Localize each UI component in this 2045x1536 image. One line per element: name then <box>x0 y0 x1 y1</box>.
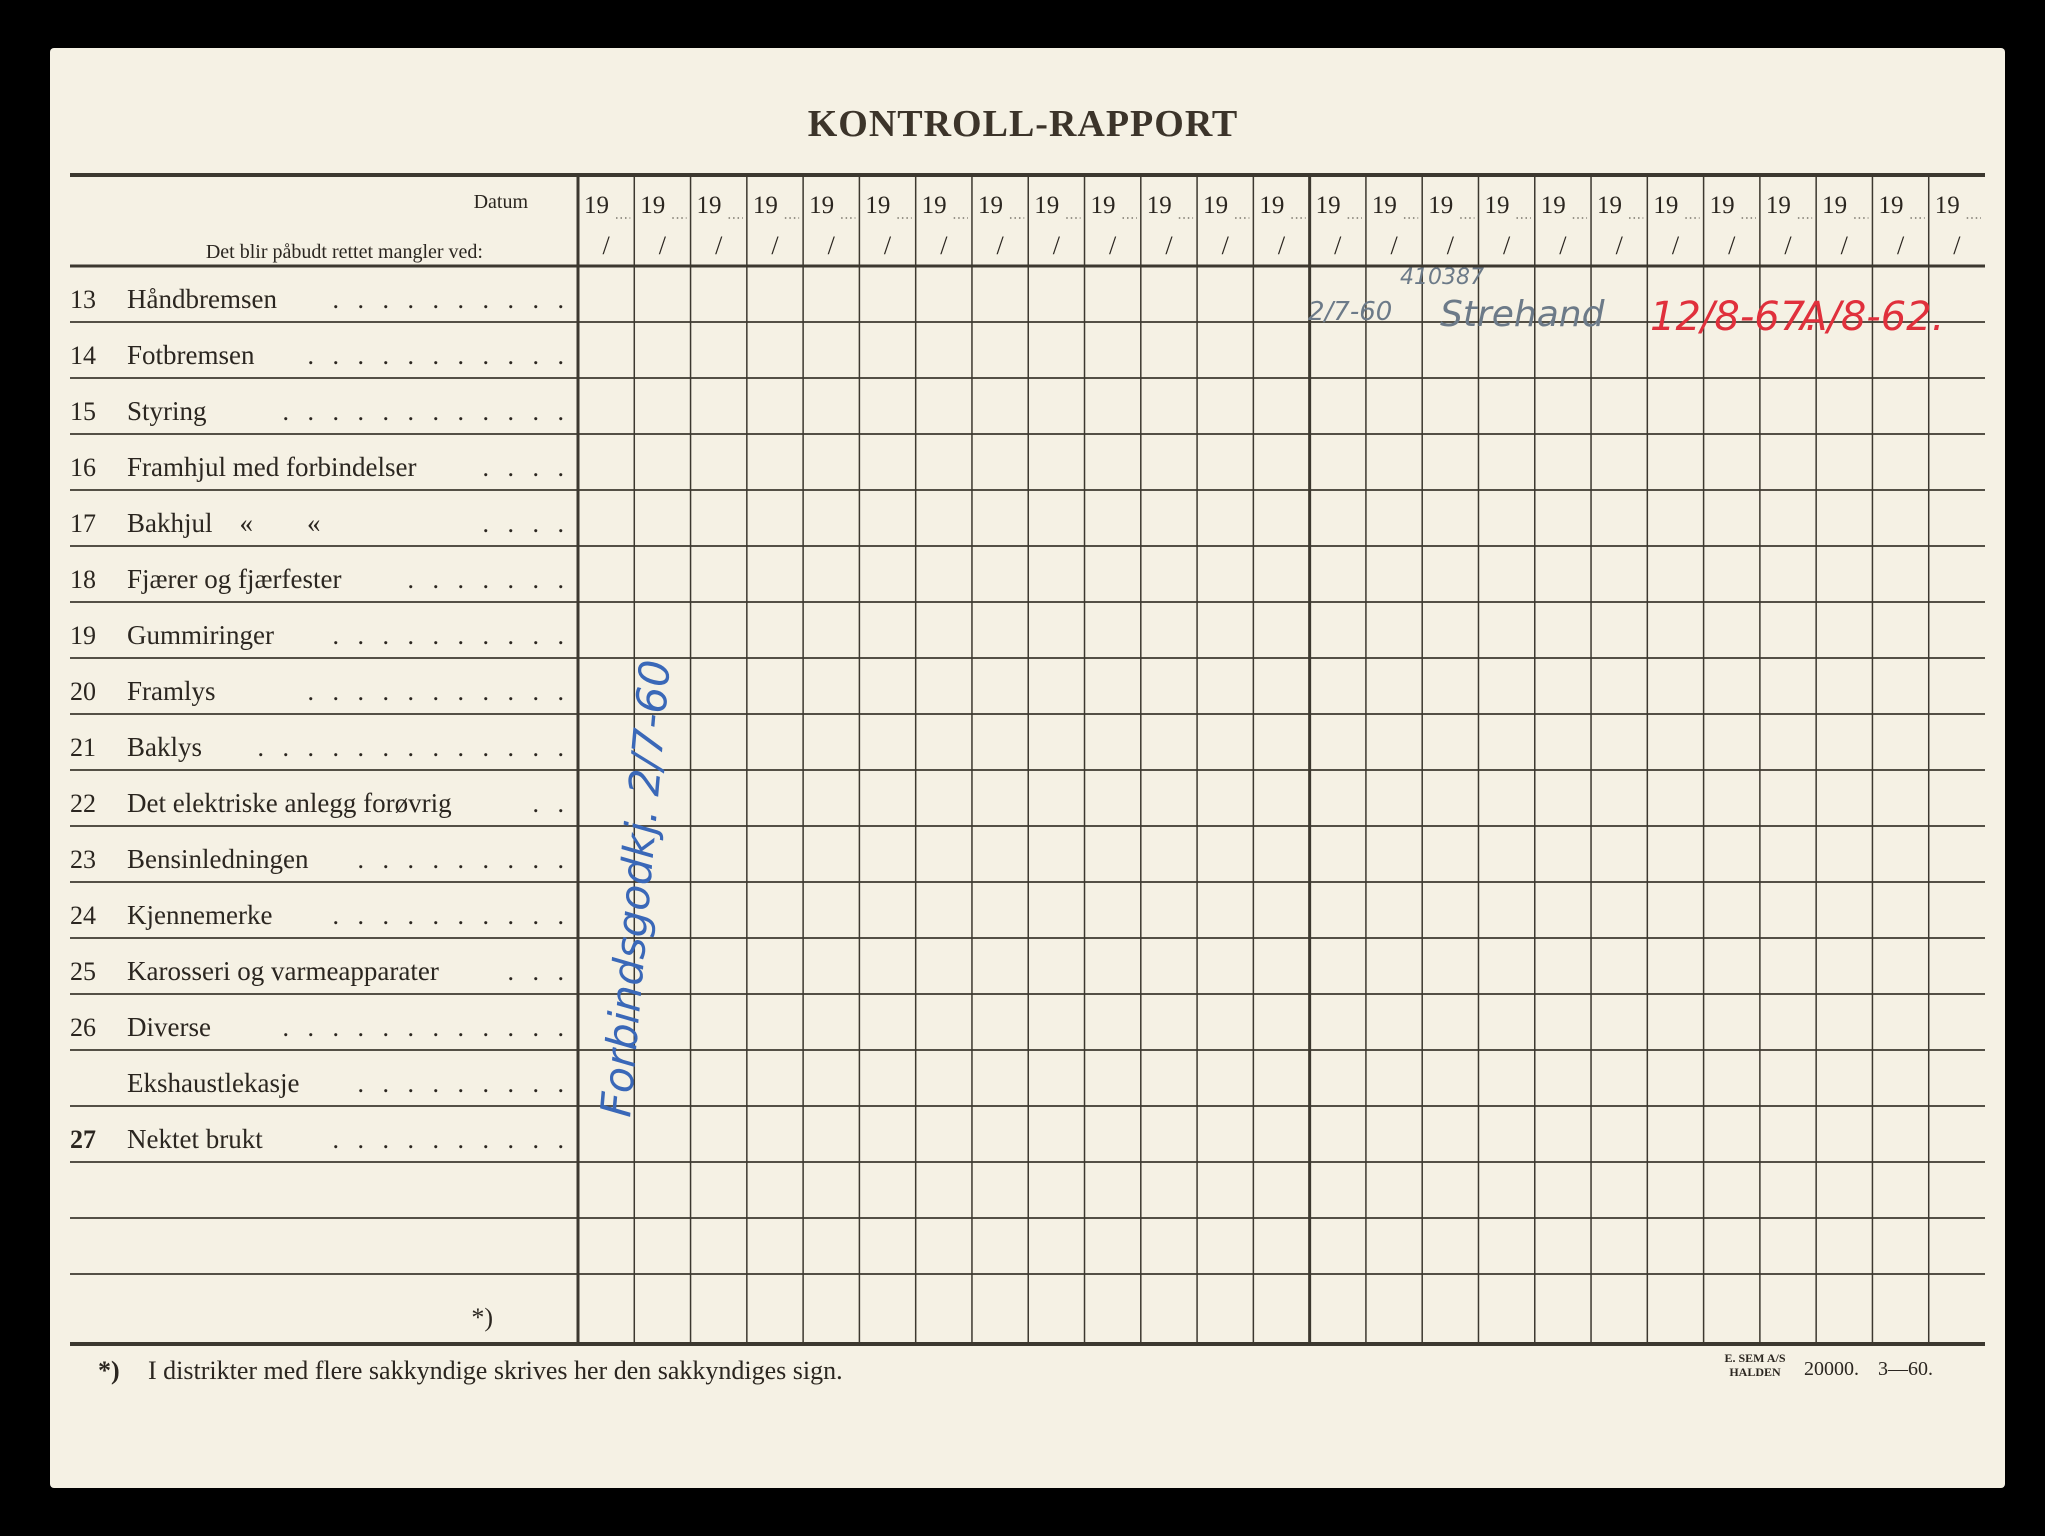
row-number: 13 <box>70 285 96 314</box>
row-number: 26 <box>70 1013 96 1042</box>
row-label: Framlys <box>127 676 216 706</box>
row-leader-dots: . . . . . . . . . . . . <box>282 397 570 426</box>
datum-label: Datum <box>473 191 528 213</box>
header-date-separator: / <box>827 231 835 260</box>
row-label: Fjærer og fjærfester <box>127 564 342 594</box>
header-date-separator: / <box>1334 231 1342 260</box>
header-year-prefix: 19 <box>1259 192 1285 219</box>
header-date-separator: / <box>1390 231 1398 260</box>
header-date-separator: / <box>1953 231 1961 260</box>
row-number: 19 <box>70 621 96 650</box>
header-date-separator: / <box>1109 231 1117 260</box>
header-date-separator: / <box>1671 231 1680 260</box>
row-leader-dots: . . <box>532 789 570 818</box>
row-label: Bensinledningen <box>127 844 309 874</box>
header-date-separator: / <box>771 231 779 260</box>
row-leader-dots: . . . . . . . . . <box>357 1069 570 1098</box>
header-date-separator: / <box>658 231 667 260</box>
header-date-separator: / <box>602 231 610 260</box>
handwritten-signature: Strehand <box>1440 294 1605 335</box>
header-year-prefix: 19 <box>1371 192 1397 219</box>
row-number: 23 <box>70 845 96 874</box>
row-label: Ekshaustlekasje <box>127 1068 300 1098</box>
header-date-separator: / <box>1165 231 1173 260</box>
row-number: 22 <box>70 789 96 818</box>
header-year-prefix: 19 <box>1315 192 1341 219</box>
row-leader-dots: . . . . . . . . . . . <box>307 341 570 370</box>
row-label: Gummiringer <box>127 620 274 650</box>
header-subtitle: Det blir påbudt rettet mangler ved: <box>205 241 483 263</box>
header-year-prefix: 19 <box>1484 192 1510 219</box>
header-year-prefix: 19 <box>977 192 1003 219</box>
printer-town: HALDEN <box>1729 1365 1781 1379</box>
header-year-prefix: 19 <box>921 192 947 219</box>
row-label: Nektet brukt <box>127 1124 263 1154</box>
header-year-prefix: 19 <box>1822 192 1848 219</box>
header-year-prefix: 19 <box>1653 192 1679 219</box>
row-label: Styring <box>127 396 207 426</box>
row-number: 18 <box>70 565 96 594</box>
header-date-separator: / <box>715 231 723 260</box>
header-date-separator: / <box>1896 231 1905 260</box>
row-label: Håndbremsen <box>127 284 277 314</box>
row-leader-dots: . . . . . . . . . . <box>332 285 570 314</box>
row-label: Baklys <box>127 732 203 762</box>
kontroll-rapport-form <box>50 48 2005 1488</box>
header-year-prefix: 19 <box>640 192 666 219</box>
header-year-prefix: 19 <box>1146 192 1172 219</box>
row-leader-dots: . . . . . . . . . . . <box>307 677 570 706</box>
header-year-prefix: 19 <box>1765 192 1791 219</box>
row-number: 24 <box>70 901 96 930</box>
header-date-separator: / <box>883 231 892 260</box>
row-leader-dots: . . . . . . . . . . . . . <box>257 733 570 762</box>
row-label: Karosseri og varmeapparater <box>127 956 439 986</box>
header-year-prefix: 19 <box>1428 192 1454 219</box>
header-year-prefix: 19 <box>584 192 609 219</box>
header-date-separator: / <box>940 231 948 260</box>
row-leader-dots: . . . . . . . <box>407 565 570 594</box>
row-number: 27 <box>70 1125 96 1154</box>
header-date-separator: / <box>1840 231 1848 260</box>
row-number: 25 <box>70 957 96 986</box>
header-year-prefix: 19 <box>1934 192 1960 219</box>
printer-name: E. SEM A/S <box>1724 1351 1786 1365</box>
row-number: 14 <box>70 341 96 370</box>
row-number: 16 <box>70 453 96 482</box>
header-date-separator: / <box>1052 231 1060 260</box>
row-number: 21 <box>70 733 96 762</box>
row-leader-dots: . . . <box>507 957 570 986</box>
row-leader-dots: . . . . . . . . . . <box>332 901 570 930</box>
header-year-prefix: 19 <box>752 192 778 219</box>
header-year-prefix: 19 <box>809 192 835 219</box>
header-year-prefix: 19 <box>1597 192 1623 219</box>
item-list <box>70 284 570 1154</box>
vertical-handwritten-note: Forbindsgodkj. 2/7-60 <box>591 657 680 1119</box>
row-leader-dots: . . . . <box>482 453 570 482</box>
row-label: Fotbremsen <box>127 340 255 370</box>
row-leader-dots: . . . . <box>482 509 570 538</box>
header-date-separator: / <box>1728 231 1736 260</box>
print-run: 20000. <box>1804 1358 1859 1380</box>
header-date-separator: / <box>1503 231 1511 260</box>
header-date-separator: / <box>1277 231 1286 260</box>
footnote-marker: *) <box>98 1356 120 1385</box>
header-year-prefix: 19 <box>1034 192 1060 219</box>
header-date-separator: / <box>1784 231 1792 260</box>
row-label: Det elektriske anlegg forøvrig <box>127 788 452 818</box>
row-leader-dots: . . . . . . . . . . <box>332 621 570 650</box>
print-date: 3—60. <box>1878 1358 1933 1380</box>
header-date-separator: / <box>1615 231 1623 260</box>
row-number: 17 <box>70 509 96 538</box>
row-label: Diverse <box>127 1012 211 1042</box>
header-date-separator: / <box>996 231 1004 260</box>
header-year-prefix: 19 <box>696 192 722 219</box>
red-handwritten-date-1: 12/8-67. <box>1650 294 1818 340</box>
row-leader-dots: . . . . . . . . . . . . <box>282 1013 570 1042</box>
header-year-prefix: 19 <box>1878 192 1904 219</box>
row-label: Bakhjul « « <box>127 508 321 538</box>
row-number: 15 <box>70 397 96 426</box>
row-label: Kjennemerke <box>127 900 273 930</box>
header-date-separator: / <box>1446 231 1454 260</box>
header-year-prefix: 19 <box>1540 192 1566 219</box>
header-year-prefix: 19 <box>1709 192 1735 219</box>
header-year-prefix: 19 <box>1203 192 1229 219</box>
row-number: 20 <box>70 677 96 706</box>
signature-marker: *) <box>471 1303 493 1332</box>
handwritten-entry-number: 410387 <box>1400 265 1484 290</box>
header-date-separator: / <box>1221 231 1229 260</box>
red-handwritten-date-2: A/8-62. <box>1800 294 1945 340</box>
header-year-prefix: 19 <box>1090 192 1116 219</box>
header-date-separator: / <box>1559 231 1567 260</box>
report-card <box>50 48 2005 1488</box>
row-label: Framhjul med forbindelser <box>127 452 417 482</box>
row-leader-dots: . . . . . . . . . . <box>332 1125 570 1154</box>
header-year-prefix: 19 <box>865 192 891 219</box>
form-title: KONTROLL-RAPPORT <box>807 103 1239 145</box>
footnote-text: I distrikter med flere sakkyndige skrives her den sakkyndiges sign. <box>148 1356 843 1385</box>
handwritten-entry-date: 2/7-60 <box>1308 297 1393 327</box>
row-leader-dots: . . . . . . . . . <box>357 845 570 874</box>
